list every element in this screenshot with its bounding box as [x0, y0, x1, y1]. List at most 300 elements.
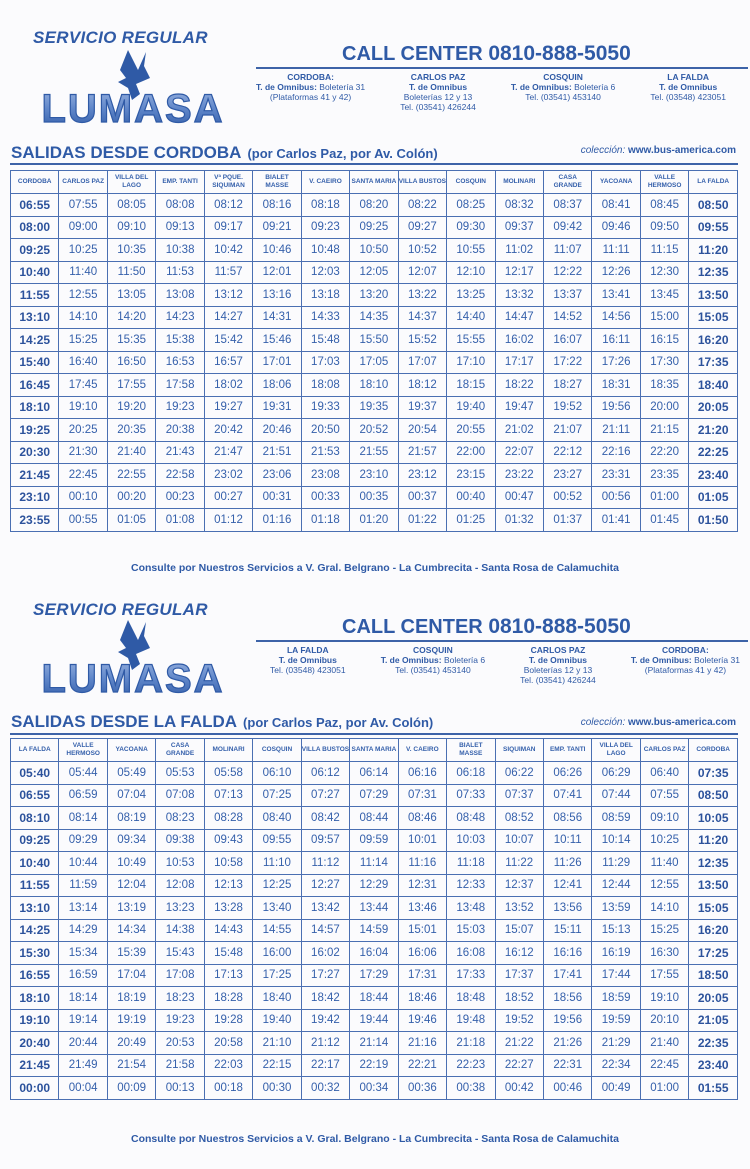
time-cell: 10:55 — [447, 239, 495, 262]
time-cell: 12:25 — [253, 874, 301, 897]
office-list — [256, 72, 726, 112]
time-cell: 07:31 — [398, 784, 446, 807]
time-cell: 07:55 — [59, 194, 107, 217]
time-cell: 18:06 — [253, 374, 301, 397]
time-cell: 12:55 — [640, 874, 688, 897]
table-row — [11, 807, 738, 830]
time-cell: 11:59 — [59, 874, 107, 897]
table-row — [11, 874, 738, 897]
time-cell: 17:08 — [156, 964, 204, 987]
timetable-la-falda — [10, 738, 738, 1100]
table-row — [11, 1032, 738, 1055]
office-detail: (Plataformas 41 y 42) — [644, 665, 727, 675]
time-cell: 00:30 — [253, 1077, 301, 1100]
table-row — [11, 1077, 738, 1100]
time-cell: 01:05 — [689, 486, 738, 509]
column-header: VILLA DEL LAGO — [107, 171, 155, 194]
call-center-number: 0810-888-5050 — [488, 42, 631, 65]
time-cell: 14:34 — [107, 919, 155, 942]
time-cell: 22:35 — [689, 1032, 738, 1055]
time-cell: 12:27 — [301, 874, 349, 897]
time-cell: 12:30 — [640, 261, 688, 284]
time-cell: 17:45 — [59, 374, 107, 397]
time-cell: 14:10 — [640, 897, 688, 920]
time-cell: 13:20 — [350, 284, 398, 307]
time-cell: 10:40 — [11, 261, 59, 284]
time-cell: 22:12 — [543, 441, 591, 464]
table-row — [11, 194, 738, 217]
time-cell: 00:20 — [107, 486, 155, 509]
time-cell: 12:31 — [398, 874, 446, 897]
time-cell: 13:45 — [640, 284, 688, 307]
time-cell: 12:26 — [592, 261, 640, 284]
time-cell: 23:40 — [689, 1054, 738, 1077]
time-cell: 07:08 — [156, 784, 204, 807]
time-cell: 14:10 — [59, 306, 107, 329]
time-cell: 11:40 — [640, 852, 688, 875]
time-cell: 21:11 — [592, 419, 640, 442]
time-cell: 17:26 — [592, 351, 640, 374]
time-cell: 12:17 — [495, 261, 543, 284]
time-cell: 19:44 — [350, 1009, 398, 1032]
office-city: CORDOBA: — [662, 645, 709, 655]
table-row — [11, 942, 738, 965]
column-header: SANTA MARIA — [350, 739, 398, 762]
time-cell: 22:45 — [640, 1054, 688, 1077]
call-center-number: 0810-888-5050 — [488, 615, 631, 638]
time-cell: 13:59 — [592, 897, 640, 920]
office-booth: Boletería 31 — [691, 655, 740, 665]
time-cell: 16:12 — [495, 942, 543, 965]
time-cell: 23:06 — [253, 464, 301, 487]
time-cell: 00:18 — [204, 1077, 252, 1100]
time-cell: 12:29 — [350, 874, 398, 897]
time-cell: 20:53 — [156, 1032, 204, 1055]
time-cell: 23:27 — [543, 464, 591, 487]
column-header: VALLE HERMOSO — [640, 171, 688, 194]
time-cell: 10:58 — [204, 852, 252, 875]
time-cell: 18:56 — [543, 987, 591, 1010]
time-cell: 20:54 — [398, 419, 446, 442]
time-cell: 00:37 — [398, 486, 446, 509]
table-row — [11, 441, 738, 464]
table-row — [11, 464, 738, 487]
time-cell: 00:47 — [495, 486, 543, 509]
time-cell: 21:26 — [543, 1032, 591, 1055]
time-cell: 00:49 — [592, 1077, 640, 1100]
time-cell: 22:00 — [447, 441, 495, 464]
time-cell: 09:57 — [301, 829, 349, 852]
time-cell: 19:52 — [543, 396, 591, 419]
time-cell: 10:50 — [350, 239, 398, 262]
time-cell: 01:25 — [447, 509, 495, 532]
time-cell: 21:10 — [253, 1032, 301, 1055]
time-cell: 15:05 — [689, 306, 738, 329]
time-cell: 19:48 — [447, 1009, 495, 1032]
time-cell: 10:01 — [398, 829, 446, 852]
time-cell: 19:56 — [543, 1009, 591, 1032]
time-cell: 08:16 — [253, 194, 301, 217]
time-cell: 00:35 — [350, 486, 398, 509]
time-cell: 22:20 — [640, 441, 688, 464]
divider — [10, 733, 738, 735]
time-cell: 18:22 — [495, 374, 543, 397]
time-cell: 15:01 — [398, 919, 446, 942]
time-cell: 19:31 — [253, 396, 301, 419]
time-cell: 18:12 — [398, 374, 446, 397]
column-header: EMP. TANTI — [543, 739, 591, 762]
time-cell: 18:19 — [107, 987, 155, 1010]
servicio-regular-label: SERVICIO REGULAR — [33, 600, 208, 619]
time-cell: 01:45 — [640, 509, 688, 532]
column-header: BIALET MASSE — [447, 739, 495, 762]
office-cordoba — [256, 72, 365, 112]
time-cell: 10:11 — [543, 829, 591, 852]
time-cell: 15:48 — [204, 942, 252, 965]
time-cell: 08:25 — [447, 194, 495, 217]
office-phone: Tel. (03548) 423051 — [650, 92, 726, 102]
time-cell: 17:44 — [592, 964, 640, 987]
coleccion-label: colección: — [580, 145, 626, 156]
time-cell: 18:40 — [689, 374, 738, 397]
office-phone: Tel. (03541) 453140 — [395, 665, 471, 675]
time-cell: 16:57 — [204, 351, 252, 374]
time-cell: 18:15 — [447, 374, 495, 397]
time-cell: 07:41 — [543, 784, 591, 807]
table-row — [11, 784, 738, 807]
time-cell: 16:00 — [253, 942, 301, 965]
time-cell: 18:35 — [640, 374, 688, 397]
time-cell: 07:27 — [301, 784, 349, 807]
time-cell: 21:15 — [640, 419, 688, 442]
time-cell: 17:25 — [253, 964, 301, 987]
time-cell: 18:02 — [204, 374, 252, 397]
time-cell: 20:05 — [689, 396, 738, 419]
time-cell: 20:38 — [156, 419, 204, 442]
time-cell: 12:01 — [253, 261, 301, 284]
time-cell: 08:18 — [301, 194, 349, 217]
time-cell: 20:05 — [689, 987, 738, 1010]
table-row — [11, 216, 738, 239]
time-cell: 17:33 — [447, 964, 495, 987]
time-cell: 20:44 — [59, 1032, 107, 1055]
time-cell: 20:42 — [204, 419, 252, 442]
time-cell: 22:17 — [301, 1054, 349, 1077]
time-cell: 11:10 — [253, 852, 301, 875]
table-row — [11, 1054, 738, 1077]
table-header-row — [11, 171, 738, 194]
call-center-label: CALL CENTER — [342, 616, 483, 638]
time-cell: 16:45 — [11, 374, 59, 397]
time-cell: 00:36 — [398, 1077, 446, 1100]
time-cell: 15:39 — [107, 942, 155, 965]
office-terminal: T. de Omnibus — [528, 655, 588, 665]
time-cell: 19:37 — [398, 396, 446, 419]
time-cell: 09:34 — [107, 829, 155, 852]
time-cell: 20:55 — [447, 419, 495, 442]
time-cell: 00:34 — [350, 1077, 398, 1100]
time-cell: 09:25 — [11, 829, 59, 852]
time-cell: 22:34 — [592, 1054, 640, 1077]
time-cell: 22:31 — [543, 1054, 591, 1077]
column-header: COSQUIN — [253, 739, 301, 762]
time-cell: 14:25 — [11, 329, 59, 352]
time-cell: 11:20 — [689, 829, 738, 852]
time-cell: 07:55 — [640, 784, 688, 807]
time-cell: 13:56 — [543, 897, 591, 920]
time-cell: 16:20 — [689, 919, 738, 942]
time-cell: 01:20 — [350, 509, 398, 532]
time-cell: 19:10 — [640, 987, 688, 1010]
time-cell: 17:41 — [543, 964, 591, 987]
table-row — [11, 762, 738, 785]
time-cell: 01:18 — [301, 509, 349, 532]
time-cell: 21:51 — [253, 441, 301, 464]
time-cell: 16:02 — [495, 329, 543, 352]
time-cell: 19:14 — [59, 1009, 107, 1032]
office-booth: Boletería 31 — [316, 82, 366, 92]
time-cell: 19:40 — [447, 396, 495, 419]
time-cell: 21:40 — [640, 1032, 688, 1055]
time-cell: 18:10 — [11, 987, 59, 1010]
time-cell: 17:37 — [495, 964, 543, 987]
time-cell: 17:27 — [301, 964, 349, 987]
office-city: COSQUIN — [413, 645, 453, 655]
time-cell: 17:03 — [301, 351, 349, 374]
time-cell: 16:19 — [592, 942, 640, 965]
time-cell: 19:46 — [398, 1009, 446, 1032]
time-cell: 19:42 — [301, 1009, 349, 1032]
time-cell: 17:01 — [253, 351, 301, 374]
time-cell: 09:29 — [59, 829, 107, 852]
time-cell: 16:04 — [350, 942, 398, 965]
time-cell: 13:50 — [689, 874, 738, 897]
time-cell: 10:48 — [301, 239, 349, 262]
time-cell: 21:30 — [59, 441, 107, 464]
time-cell: 18:50 — [689, 964, 738, 987]
time-cell: 17:17 — [495, 351, 543, 374]
time-cell: 09:17 — [204, 216, 252, 239]
column-header: LA FALDA — [689, 171, 738, 194]
column-header: CARLOS PAZ — [640, 739, 688, 762]
time-cell: 12:08 — [156, 874, 204, 897]
office-carlos-paz — [400, 72, 476, 112]
time-cell: 11:16 — [398, 852, 446, 875]
time-cell: 00:46 — [543, 1077, 591, 1100]
time-cell: 00:55 — [59, 509, 107, 532]
time-cell: 09:21 — [253, 216, 301, 239]
time-cell: 07:25 — [253, 784, 301, 807]
column-header: V. CAEIRO — [398, 739, 446, 762]
time-cell: 23:12 — [398, 464, 446, 487]
column-header: MOLINARI — [495, 171, 543, 194]
time-cell: 06:40 — [640, 762, 688, 785]
time-cell: 15:34 — [59, 942, 107, 965]
time-cell: 10:35 — [107, 239, 155, 262]
time-cell: 14:31 — [253, 306, 301, 329]
time-cell: 00:00 — [11, 1077, 59, 1100]
time-cell: 14:20 — [107, 306, 155, 329]
time-cell: 19:28 — [204, 1009, 252, 1032]
time-cell: 17:25 — [689, 942, 738, 965]
time-cell: 17:05 — [350, 351, 398, 374]
time-cell: 23:10 — [350, 464, 398, 487]
call-center — [342, 42, 631, 66]
time-cell: 09:50 — [640, 216, 688, 239]
time-cell: 21:05 — [689, 1009, 738, 1032]
table-row — [11, 897, 738, 920]
time-cell: 21:49 — [59, 1054, 107, 1077]
column-header: SIQUIMAN — [495, 739, 543, 762]
column-header: V. CAEIRO — [301, 171, 349, 194]
time-cell: 12:37 — [495, 874, 543, 897]
table-row — [11, 486, 738, 509]
time-cell: 19:40 — [253, 1009, 301, 1032]
table-row — [11, 351, 738, 374]
time-cell: 19:52 — [495, 1009, 543, 1032]
time-cell: 14:57 — [301, 919, 349, 942]
time-cell: 10:14 — [592, 829, 640, 852]
time-cell: 21:18 — [447, 1032, 495, 1055]
svg-text:LUMASA: LUMASA — [41, 87, 225, 128]
office-terminal: T. de Omnibus: — [380, 655, 442, 665]
time-cell: 18:08 — [301, 374, 349, 397]
time-cell: 13:52 — [495, 897, 543, 920]
time-cell: 18:46 — [398, 987, 446, 1010]
time-cell: 05:44 — [59, 762, 107, 785]
time-cell: 13:22 — [398, 284, 446, 307]
column-header: VILLA BUSTOS — [398, 171, 446, 194]
time-cell: 11:55 — [11, 284, 59, 307]
time-cell: 20:00 — [640, 396, 688, 419]
time-cell: 21:43 — [156, 441, 204, 464]
time-cell: 17:22 — [543, 351, 591, 374]
column-header: YACOANA — [592, 171, 640, 194]
time-cell: 09:27 — [398, 216, 446, 239]
time-cell: 21:16 — [398, 1032, 446, 1055]
time-cell: 08:12 — [204, 194, 252, 217]
time-cell: 15:30 — [11, 942, 59, 965]
office-booth: Boletería 6 — [441, 655, 486, 665]
coleccion-url[interactable]: www.bus-america.com — [628, 145, 736, 156]
time-cell: 17:35 — [689, 351, 738, 374]
time-cell: 21:45 — [11, 464, 59, 487]
office-la-falda — [270, 645, 346, 685]
time-cell: 11:50 — [107, 261, 155, 284]
time-cell: 17:55 — [640, 964, 688, 987]
time-cell: 05:49 — [107, 762, 155, 785]
time-cell: 15:38 — [156, 329, 204, 352]
time-cell: 09:46 — [592, 216, 640, 239]
time-cell: 10:49 — [107, 852, 155, 875]
time-cell: 19:35 — [350, 396, 398, 419]
time-cell: 18:10 — [11, 396, 59, 419]
office-terminal: T. de Omnibus — [659, 82, 718, 92]
coleccion-url[interactable]: www.bus-america.com — [628, 717, 736, 728]
time-cell: 13:18 — [301, 284, 349, 307]
time-cell: 19:20 — [107, 396, 155, 419]
column-header: CARLOS PAZ — [59, 171, 107, 194]
time-cell: 09:30 — [447, 216, 495, 239]
time-cell: 06:55 — [11, 784, 59, 807]
time-cell: 00:31 — [253, 486, 301, 509]
office-terminal: T. de Omnibus: — [256, 82, 317, 92]
time-cell: 10:42 — [204, 239, 252, 262]
time-cell: 10:46 — [253, 239, 301, 262]
time-cell: 14:33 — [301, 306, 349, 329]
time-cell: 08:44 — [350, 807, 398, 830]
table-row — [11, 964, 738, 987]
time-cell: 13:16 — [253, 284, 301, 307]
call-center-label: CALL CENTER — [342, 43, 483, 65]
time-cell: 20:46 — [253, 419, 301, 442]
time-cell: 17:30 — [640, 351, 688, 374]
time-cell: 13:42 — [301, 897, 349, 920]
time-cell: 09:42 — [543, 216, 591, 239]
time-cell: 09:25 — [11, 239, 59, 262]
time-cell: 21:55 — [350, 441, 398, 464]
column-header: CASA GRANDE — [543, 171, 591, 194]
time-cell: 11:53 — [156, 261, 204, 284]
time-cell: 00:40 — [447, 486, 495, 509]
time-cell: 18:44 — [350, 987, 398, 1010]
call-center — [342, 615, 631, 639]
time-cell: 01:00 — [640, 486, 688, 509]
time-cell: 09:10 — [640, 807, 688, 830]
time-cell: 10:40 — [11, 852, 59, 875]
time-cell: 16:50 — [107, 351, 155, 374]
time-cell: 18:40 — [253, 987, 301, 1010]
time-cell: 08:22 — [398, 194, 446, 217]
time-cell: 11:29 — [592, 852, 640, 875]
divider — [10, 163, 738, 165]
time-cell: 07:33 — [447, 784, 495, 807]
time-cell: 12:13 — [204, 874, 252, 897]
table-row — [11, 261, 738, 284]
time-cell: 11:22 — [495, 852, 543, 875]
time-cell: 23:22 — [495, 464, 543, 487]
time-cell: 11:14 — [350, 852, 398, 875]
time-cell: 09:59 — [350, 829, 398, 852]
table-row — [11, 239, 738, 262]
time-cell: 15:50 — [350, 329, 398, 352]
time-cell: 17:07 — [398, 351, 446, 374]
column-header: Vª PQUE. SIQUIMAN — [204, 171, 252, 194]
time-cell: 20:58 — [204, 1032, 252, 1055]
time-cell: 09:13 — [156, 216, 204, 239]
time-cell: 16:08 — [447, 942, 495, 965]
time-cell: 22:15 — [253, 1054, 301, 1077]
table-row — [11, 987, 738, 1010]
time-cell: 15:48 — [301, 329, 349, 352]
time-cell: 16:59 — [59, 964, 107, 987]
time-cell: 20:49 — [107, 1032, 155, 1055]
schedule-title — [11, 143, 438, 163]
office-cosquin — [511, 72, 615, 112]
time-cell: 19:25 — [11, 419, 59, 442]
time-cell: 21:29 — [592, 1032, 640, 1055]
time-cell: 22:27 — [495, 1054, 543, 1077]
time-cell: 01:00 — [640, 1077, 688, 1100]
time-cell: 19:47 — [495, 396, 543, 419]
time-cell: 22:45 — [59, 464, 107, 487]
time-cell: 10:38 — [156, 239, 204, 262]
time-cell: 08:46 — [398, 807, 446, 830]
office-phone: Tel. (03541) 426244 — [520, 675, 596, 685]
time-cell: 17:04 — [107, 964, 155, 987]
time-cell: 12:10 — [447, 261, 495, 284]
title-route: (por Carlos Paz, por Av. Colón) — [243, 715, 434, 730]
